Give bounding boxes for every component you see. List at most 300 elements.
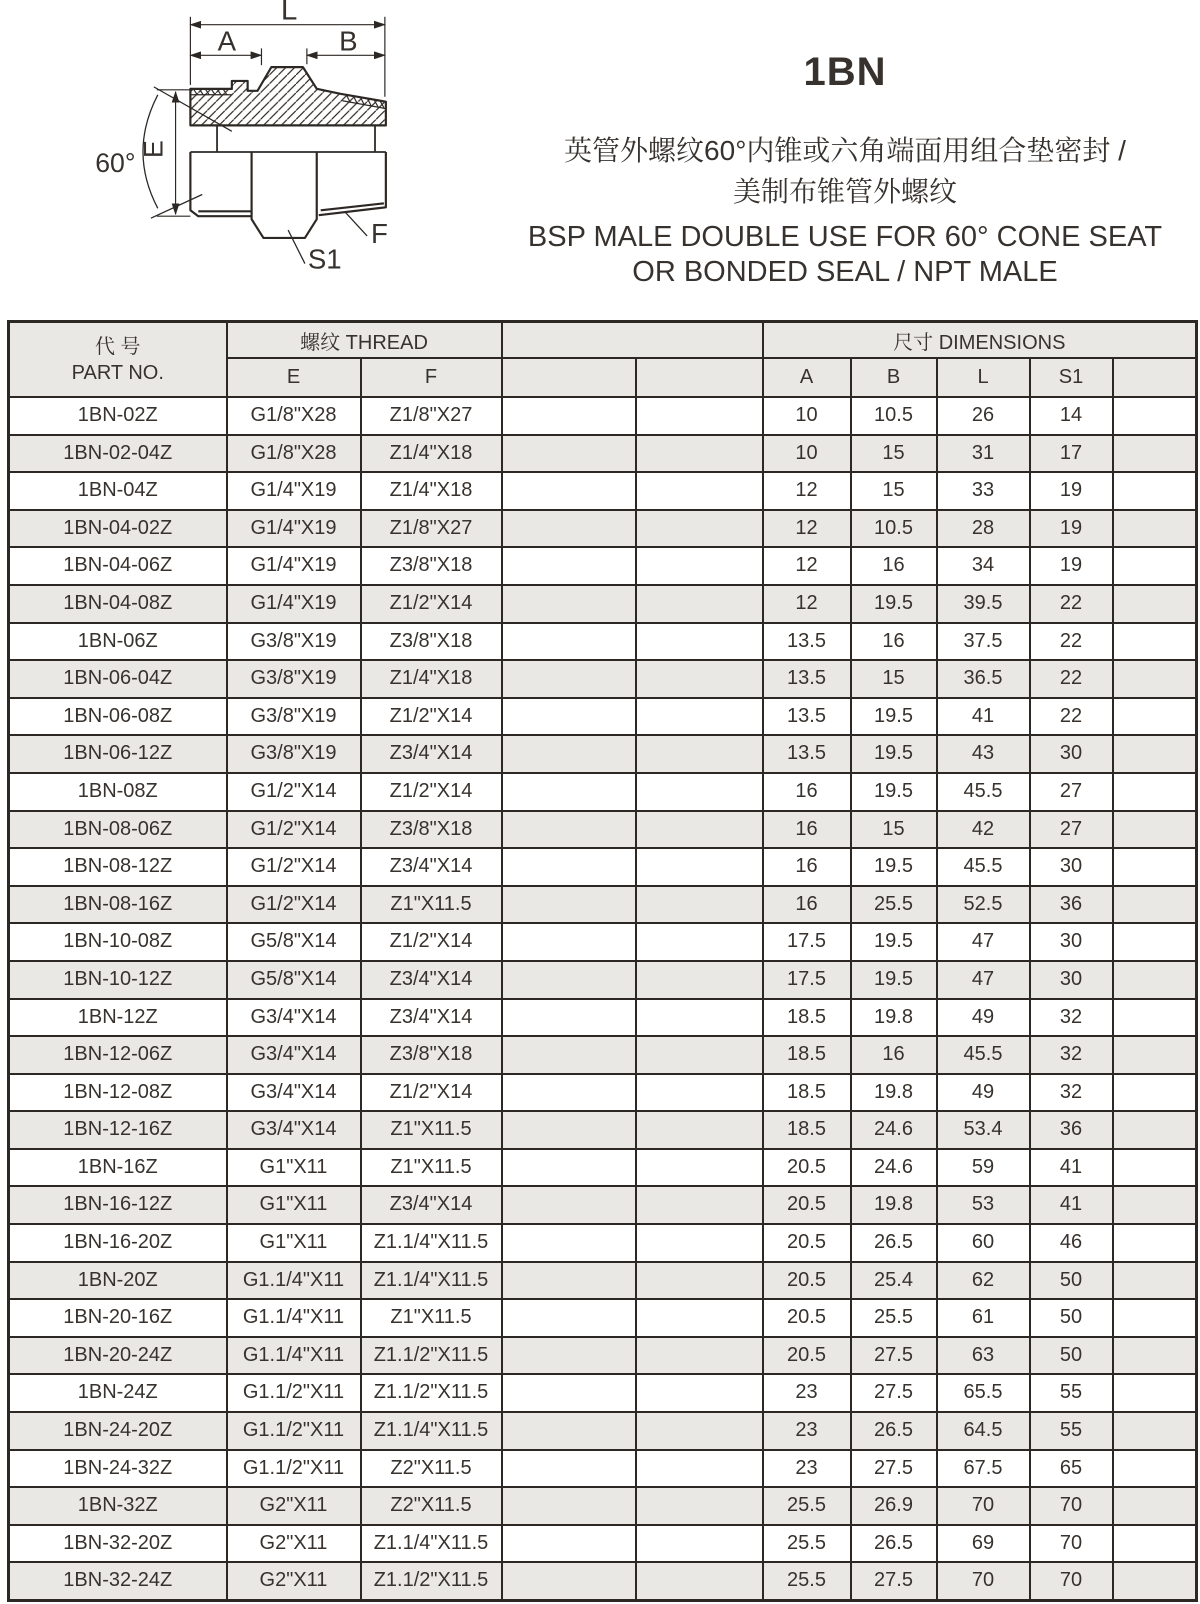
table-row [9,1186,1197,1224]
dim-b-cell: 27.5 [851,1374,937,1412]
header-dimensions: 尺寸 DIMENSIONS [763,322,1197,359]
dim-l-cell: 34 [937,547,1030,585]
dim-b-cell: 27.5 [851,1450,937,1488]
parts-table-body [9,397,1197,1601]
table-row [9,1374,1197,1412]
part-no-cell: 1BN-12-06Z [9,1036,227,1074]
dim-a-cell: 12 [763,585,851,623]
thread-e-cell: G1"X11 [227,1149,361,1187]
part-no-cell: 1BN-06-08Z [9,698,227,736]
dim-l-cell: 49 [937,999,1030,1037]
thread-e-cell: G1/4"X19 [227,510,361,548]
part-no-cell: 1BN-24Z [9,1374,227,1412]
table-row [9,1074,1197,1112]
part-no-cell: 1BN-02Z [9,397,227,435]
empty-cell [636,1036,763,1074]
thread-e-cell: G1/2"X14 [227,886,361,924]
thread-f-cell: Z1/2"X14 [361,773,502,811]
dim-a-cell: 20.5 [763,1224,851,1262]
empty-cell [636,1412,763,1450]
dim-a-cell: 18.5 [763,1036,851,1074]
dim-a-cell: 13.5 [763,623,851,661]
dim-a-cell: 13.5 [763,698,851,736]
dim-b-cell: 25.5 [851,1299,937,1337]
dim-l-cell: 61 [937,1299,1030,1337]
dim-l-cell: 42 [937,811,1030,849]
empty-cell [636,1149,763,1187]
empty-cell [636,735,763,773]
dim-a-cell: 16 [763,848,851,886]
table-row [9,1149,1197,1187]
empty-cell [502,1562,636,1600]
empty-cell [1113,1337,1197,1375]
dim-s1-cell: 27 [1030,811,1113,849]
empty-cell [1113,435,1197,473]
empty-cell [1113,1525,1197,1563]
dim-l-cell: 47 [937,961,1030,999]
dim-a-cell: 13.5 [763,660,851,698]
part-no-cell: 1BN-08-16Z [9,886,227,924]
dim-b-cell: 16 [851,547,937,585]
header-a: A [763,358,851,397]
table-row [9,1299,1197,1337]
thread-f-cell: Z3/8"X18 [361,811,502,849]
empty-cell [502,585,636,623]
thread-e-cell: G1.1/2"X11 [227,1450,361,1488]
empty-cell [636,397,763,435]
empty-cell [1113,1111,1197,1149]
empty-cell [1113,397,1197,435]
title-block [495,50,1195,290]
dim-s1-cell: 30 [1030,735,1113,773]
dim-b-cell: 19.8 [851,1186,937,1224]
title-chinese-line1: 英管外螺纹60°内锥或六角端面用组合垫密封 / [564,135,1126,166]
empty-cell [502,1224,636,1262]
empty-cell [636,585,763,623]
dim-a-cell: 20.5 [763,1149,851,1187]
header-b: B [851,358,937,397]
table-row [9,1487,1197,1525]
dim-s1-cell: 22 [1030,660,1113,698]
empty-cell [1113,1412,1197,1450]
parts-table [7,320,1198,1602]
table-row [9,660,1197,698]
angle-label: 60° [95,147,136,178]
thread-e-cell: G1/4"X19 [227,472,361,510]
dim-b-cell: 19.5 [851,585,937,623]
thread-f-cell: Z1.1/2"X11.5 [361,1562,502,1600]
dim-l-cell: 41 [937,698,1030,736]
dim-s1-cell: 65 [1030,1450,1113,1488]
empty-cell [502,848,636,886]
thread-f-cell: Z1.1/4"X11.5 [361,1525,502,1563]
part-no-cell: 1BN-04-06Z [9,547,227,585]
empty-cell [502,1450,636,1488]
thread-e-cell: G3/4"X14 [227,1036,361,1074]
dim-l-cell: 43 [937,735,1030,773]
empty-cell [502,1036,636,1074]
part-no-cell: 1BN-16-20Z [9,1224,227,1262]
dim-a-cell: 25.5 [763,1562,851,1600]
thread-e-cell: G5/8"X14 [227,923,361,961]
s1-leader [288,230,305,264]
part-no-cell: 1BN-20-16Z [9,1299,227,1337]
empty-cell [636,510,763,548]
empty-cell [636,1374,763,1412]
header-empty-3 [1113,358,1197,397]
empty-cell [502,698,636,736]
empty-cell [502,510,636,548]
empty-cell [1113,1149,1197,1187]
thread-e-cell: G1"X11 [227,1186,361,1224]
empty-cell [636,547,763,585]
header-empty-group [502,322,763,359]
dim-s1-cell: 41 [1030,1186,1113,1224]
empty-cell [636,1337,763,1375]
title-chinese-line2: 美制布锥管外螺纹 [732,176,957,207]
dim-a-cell: 17.5 [763,961,851,999]
thread-f-cell: Z1.1/2"X11.5 [361,1374,502,1412]
dim-s1-cell: 22 [1030,585,1113,623]
thread-f-cell: Z3/4"X14 [361,735,502,773]
dim-l-cell: 45.5 [937,848,1030,886]
header-s1: S1 [1030,358,1113,397]
part-no-cell: 1BN-06-04Z [9,660,227,698]
header-empty-2 [636,358,763,397]
thread-f-cell: Z1/8"X27 [361,510,502,548]
part-no-cell: 1BN-32-24Z [9,1562,227,1600]
part-no-cell: 1BN-06-12Z [9,735,227,773]
empty-cell [502,811,636,849]
empty-cell [502,1374,636,1412]
dim-s1-cell: 70 [1030,1562,1113,1600]
table-row [9,623,1197,661]
part-no-cell: 1BN-08-06Z [9,811,227,849]
empty-cell [502,1111,636,1149]
dim-b-cell: 26.5 [851,1224,937,1262]
thread-e-cell: G1.1/2"X11 [227,1412,361,1450]
title-english-line2: OR BONDED SEAL / NPT MALE [632,256,1058,288]
thread-e-cell: G3/8"X19 [227,735,361,773]
thread-f-cell: Z1/4"X18 [361,660,502,698]
dim-l-cell: 70 [937,1562,1030,1600]
thread-f-cell: Z3/8"X18 [361,623,502,661]
dim-l-cell: 53.4 [937,1111,1030,1149]
dim-b-cell: 26.9 [851,1487,937,1525]
part-no-cell: 1BN-04-02Z [9,510,227,548]
empty-cell [1113,510,1197,548]
empty-cell [636,1450,763,1488]
empty-cell [636,999,763,1037]
dim-s1-cell: 41 [1030,1149,1113,1187]
dim-b-cell: 25.5 [851,886,937,924]
dim-a-cell: 23 [763,1374,851,1412]
thread-f-cell: Z1/2"X14 [361,698,502,736]
dim-b-cell: 19.5 [851,698,937,736]
dim-b-cell: 19.8 [851,999,937,1037]
dim-a-cell: 20.5 [763,1299,851,1337]
header-l: L [937,358,1030,397]
dim-l-cell: 63 [937,1337,1030,1375]
dim-b-cell: 26.5 [851,1525,937,1563]
dim-a-cell: 10 [763,397,851,435]
table-row [9,961,1197,999]
thread-e-cell: G5/8"X14 [227,961,361,999]
dim-l-cell: 69 [937,1525,1030,1563]
thread-e-cell: G2"X11 [227,1562,361,1600]
table-row [9,886,1197,924]
thread-f-cell: Z3/8"X18 [361,547,502,585]
empty-cell [636,472,763,510]
empty-cell [502,773,636,811]
dim-b-cell: 19.5 [851,961,937,999]
thread-e-cell: G3/8"X19 [227,660,361,698]
part-no-cell: 1BN-06Z [9,623,227,661]
dim-b-cell: 19.5 [851,923,937,961]
part-no-cell: 1BN-04-08Z [9,585,227,623]
part-no-cell: 1BN-32-20Z [9,1525,227,1563]
table-row [9,1412,1197,1450]
thread-f-cell: Z1"X11.5 [361,1111,502,1149]
table-row [9,585,1197,623]
dim-l-cell: 36.5 [937,660,1030,698]
empty-cell [636,698,763,736]
dim-b-cell: 19.8 [851,1074,937,1112]
thread-f-cell: Z1/4"X18 [361,472,502,510]
empty-cell [502,1487,636,1525]
dim-a-cell: 17.5 [763,923,851,961]
dim-s1-cell: 30 [1030,961,1113,999]
technical-drawing [0,0,440,310]
header-thread: 螺纹 THREAD [227,322,502,359]
dim-s1-cell: 19 [1030,547,1113,585]
table-row [9,1562,1197,1600]
thread-f-cell: Z1.1/4"X11.5 [361,1262,502,1300]
empty-cell [1113,660,1197,698]
header-part-no [9,322,227,398]
thread-e-cell: G3/8"X19 [227,623,361,661]
table-row [9,1337,1197,1375]
empty-cell [1113,961,1197,999]
table-row [9,1262,1197,1300]
dimension-label-b: B [339,25,358,57]
empty-cell [502,435,636,473]
empty-cell [502,961,636,999]
dim-a-cell: 20.5 [763,1262,851,1300]
thread-f-cell: Z3/8"X18 [361,1036,502,1074]
dimension-label-e: E [138,140,169,158]
thread-f-cell: Z1.1/2"X11.5 [361,1337,502,1375]
dim-s1-cell: 32 [1030,1074,1113,1112]
empty-cell [636,1487,763,1525]
thread-f-cell: Z2"X11.5 [361,1450,502,1488]
thread-f-cell: Z1/2"X14 [361,923,502,961]
empty-cell [636,1299,763,1337]
thread-e-cell: G3/4"X14 [227,1074,361,1112]
part-no-cell: 1BN-02-04Z [9,435,227,473]
dim-s1-cell: 14 [1030,397,1113,435]
empty-cell [1113,585,1197,623]
table-row [9,1525,1197,1563]
empty-cell [502,1149,636,1187]
dim-s1-cell: 70 [1030,1487,1113,1525]
dim-s1-cell: 17 [1030,435,1113,473]
empty-cell [1113,886,1197,924]
dim-l-cell: 31 [937,435,1030,473]
thread-f-cell: Z3/4"X14 [361,961,502,999]
empty-cell [1113,1074,1197,1112]
thread-e-cell: G1.1/2"X11 [227,1374,361,1412]
dim-a-cell: 18.5 [763,999,851,1037]
dimension-label-l: L [280,0,298,27]
empty-cell [502,1525,636,1563]
empty-cell [1113,472,1197,510]
model-title: 1BN [803,50,887,94]
dim-a-cell: 12 [763,472,851,510]
thread-e-cell: G1.1/4"X11 [227,1262,361,1300]
thread-f-cell: Z1"X11.5 [361,886,502,924]
table-row [9,923,1197,961]
dim-s1-cell: 27 [1030,773,1113,811]
empty-cell [1113,623,1197,661]
empty-cell [1113,1487,1197,1525]
thread-e-cell: G3/4"X14 [227,999,361,1037]
dim-s1-cell: 19 [1030,510,1113,548]
thread-f-cell: Z1.1/4"X11.5 [361,1412,502,1450]
empty-cell [502,1074,636,1112]
dim-l-cell: 26 [937,397,1030,435]
part-no-cell: 1BN-24-20Z [9,1412,227,1450]
empty-cell [1113,1299,1197,1337]
empty-cell [1113,773,1197,811]
empty-cell [1113,547,1197,585]
dim-l-cell: 33 [937,472,1030,510]
header-e: E [227,358,361,397]
part-no-cell: 1BN-04Z [9,472,227,510]
thread-f-cell: Z1"X11.5 [361,1299,502,1337]
dim-a-cell: 25.5 [763,1525,851,1563]
thread-e-cell: G1/2"X14 [227,773,361,811]
dim-s1-cell: 55 [1030,1412,1113,1450]
empty-cell [636,923,763,961]
empty-cell [502,999,636,1037]
dim-b-cell: 27.5 [851,1337,937,1375]
thread-f-cell: Z2"X11.5 [361,1487,502,1525]
empty-cell [502,660,636,698]
dim-a-cell: 12 [763,547,851,585]
dimension-label-s1: S1 [307,243,342,275]
table-row [9,397,1197,435]
dim-a-cell: 25.5 [763,1487,851,1525]
part-no-cell: 1BN-12Z [9,999,227,1037]
empty-cell [502,397,636,435]
dim-b-cell: 26.5 [851,1412,937,1450]
dim-s1-cell: 50 [1030,1299,1113,1337]
part-no-cell: 1BN-16-12Z [9,1186,227,1224]
dim-b-cell: 15 [851,811,937,849]
thread-e-cell: G3/4"X14 [227,1111,361,1149]
empty-cell [636,1074,763,1112]
table-row [9,1224,1197,1262]
dim-a-cell: 12 [763,510,851,548]
empty-cell [502,623,636,661]
empty-cell [502,886,636,924]
empty-cell [1113,811,1197,849]
empty-cell [636,623,763,661]
dim-a-cell: 16 [763,886,851,924]
part-no-cell: 1BN-20Z [9,1262,227,1300]
part-no-cell: 1BN-20-24Z [9,1337,227,1375]
thread-e-cell: G1/2"X14 [227,848,361,886]
dim-b-cell: 27.5 [851,1562,937,1600]
dim-b-cell: 15 [851,472,937,510]
empty-cell [1113,999,1197,1037]
dim-l-cell: 65.5 [937,1374,1030,1412]
dim-a-cell: 10 [763,435,851,473]
thread-e-cell: G3/8"X19 [227,698,361,736]
empty-cell [1113,1450,1197,1488]
empty-cell [1113,1224,1197,1262]
table-row [9,435,1197,473]
dim-b-cell: 24.6 [851,1111,937,1149]
empty-cell [636,961,763,999]
dim-a-cell: 20.5 [763,1186,851,1224]
dim-l-cell: 53 [937,1186,1030,1224]
empty-cell [1113,848,1197,886]
dim-b-cell: 24.6 [851,1149,937,1187]
dim-l-cell: 64.5 [937,1412,1030,1450]
table-row [9,1111,1197,1149]
thread-e-cell: G1/4"X19 [227,547,361,585]
empty-cell [636,1111,763,1149]
table-row [9,999,1197,1037]
dim-s1-cell: 36 [1030,1111,1113,1149]
dim-s1-cell: 32 [1030,1036,1113,1074]
dim-l-cell: 37.5 [937,623,1030,661]
dim-a-cell: 23 [763,1450,851,1488]
dim-b-cell: 16 [851,1036,937,1074]
thread-f-cell: Z1.1/4"X11.5 [361,1224,502,1262]
thread-f-cell: Z1"X11.5 [361,1149,502,1187]
top-section [0,0,1200,320]
part-no-cell: 1BN-12-08Z [9,1074,227,1112]
dim-a-cell: 20.5 [763,1337,851,1375]
thread-f-cell: Z1/2"X14 [361,1074,502,1112]
empty-cell [1113,1262,1197,1300]
header-f: F [361,358,502,397]
dim-l-cell: 39.5 [937,585,1030,623]
dim-a-cell: 18.5 [763,1111,851,1149]
empty-cell [502,1412,636,1450]
part-no-cell: 1BN-08-12Z [9,848,227,886]
dim-s1-cell: 70 [1030,1525,1113,1563]
thread-e-cell: G1/8"X28 [227,397,361,435]
dim-s1-cell: 22 [1030,698,1113,736]
table-row [9,773,1197,811]
thread-e-cell: G1/4"X19 [227,585,361,623]
table-row [9,1036,1197,1074]
empty-cell [636,886,763,924]
empty-cell [1113,923,1197,961]
header-part-no-en: PART NO. [71,361,164,384]
dim-l-cell: 59 [937,1149,1030,1187]
dim-l-cell: 28 [937,510,1030,548]
dim-a-cell: 23 [763,1412,851,1450]
dim-b-cell: 19.5 [851,848,937,886]
dim-a-cell: 18.5 [763,1074,851,1112]
empty-cell [1113,1562,1197,1600]
empty-cell [502,1337,636,1375]
